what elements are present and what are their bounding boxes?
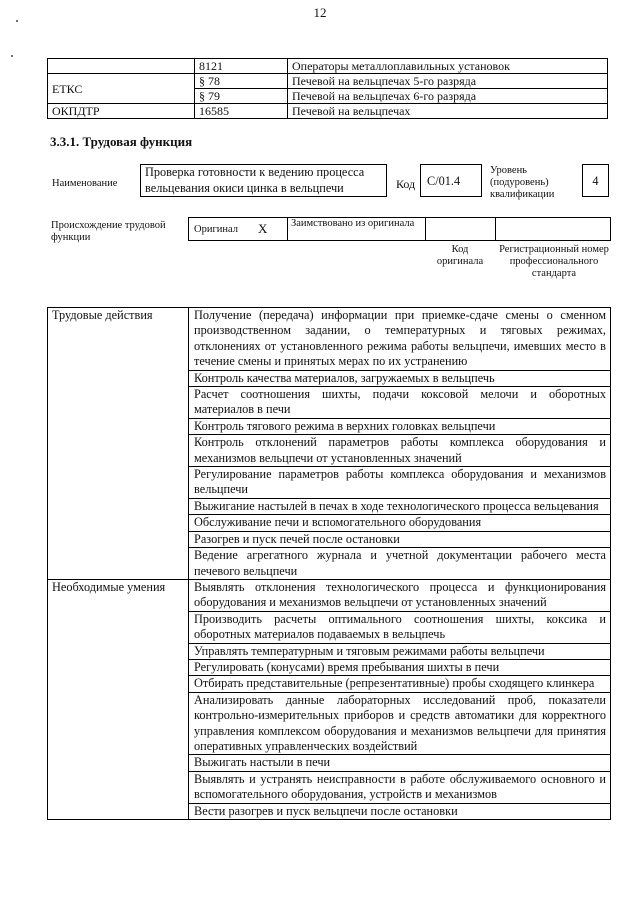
table-row xyxy=(48,74,608,89)
codes-code-cell: § 78 xyxy=(195,74,288,89)
original-mark: X xyxy=(258,221,268,236)
section-title: 3.3.1. Трудовая функция xyxy=(50,134,193,149)
codes-left-cell: ОКПДТР xyxy=(48,104,195,119)
labor-action-item: Расчет соотношения шихты, подачи коксовой мелочи и оборотных материалов в печи xyxy=(189,387,611,419)
table-row xyxy=(48,104,608,119)
page-number: 12 xyxy=(313,5,327,20)
skill-item: Вести разогрев и пуск вельцпечи после остановки xyxy=(189,803,611,819)
skill-item: Производить расчеты оптимального соотношения шихты, кокcика и оборотных материалов подаваемых в вельцпечь xyxy=(189,611,611,643)
labor-action-item: Контроль тягового режима в верхних головках вельцпечи xyxy=(189,418,611,434)
labor-action-item: Контроль качества материалов, загружаемых в вельцпечь xyxy=(189,370,611,386)
skill-item: Выявлять отклонения технологического процесса и функционирования оборудования и механизмов вельцпечи от установленных значений xyxy=(189,579,611,611)
skill-item: Выжигать настыли в печи xyxy=(189,755,611,771)
name-label: Наименование xyxy=(52,178,118,189)
scan-dot xyxy=(11,55,13,57)
level-value: 4 xyxy=(592,174,599,188)
codes-code-cell: 16585 xyxy=(195,104,288,119)
skill-item: Регулировать (конусами) время пребывания шихты в печи xyxy=(189,659,611,675)
skills-label: Необходимые умения xyxy=(48,579,189,819)
level-box xyxy=(582,164,609,197)
codes-name-cell: Печевой на вельцпечах xyxy=(288,104,608,119)
level-label: Уровень (подуровень) квалификации xyxy=(490,165,555,200)
skill-item: Отбирать представительные (репрезентативные) пробы сходящего клинкера xyxy=(189,676,611,692)
labor-action-item: Регулирование параметров работы комплекса оборудования и механизмов вельцпечи xyxy=(189,467,611,499)
scan-dot xyxy=(16,20,18,22)
reg-caption: Регистрационный номер профессионального стандарта xyxy=(499,244,609,279)
codes-name-cell: Печевой на вельцпечах 6-го разряда xyxy=(288,89,608,104)
codes-name-cell: Печевой на вельцпечах 5-го разряда xyxy=(288,74,608,89)
codes-name-cell: Операторы металлоплавильных установок xyxy=(288,59,608,74)
origin-label: Происхождение трудовой функции xyxy=(51,220,166,243)
codes-left-cell: ЕТКС xyxy=(48,74,195,104)
function-code-box xyxy=(420,164,482,197)
table-row xyxy=(48,308,611,371)
labor-action-item: Выжигание настылей в печах в ходе технологического процесса вельцевания xyxy=(189,498,611,514)
function-table xyxy=(47,307,611,820)
table-row xyxy=(48,59,608,74)
codes-code-cell: § 79 xyxy=(195,89,288,104)
table-row xyxy=(48,579,611,611)
function-code-value: C/01.4 xyxy=(427,174,461,188)
labor-action-item: Разогрев и пуск печей после остановки xyxy=(189,531,611,547)
function-name-box xyxy=(140,164,387,197)
skill-item: Управлять температурным и тяговым режимами работы вельцпечи xyxy=(189,643,611,659)
codes-left-cell xyxy=(48,59,195,74)
function-name-value: Проверка готовности к ведению процесса вельцевания окиси цинка в вельцпечи xyxy=(145,165,365,195)
labor-action-item: Получение (передача) информации при приемке-сдаче смены о сменном производственном задании, о температурных и тяговых режимах, отклонениях от установленного режима работы вельцпечи, имевших место в течение смены и принятых мерах по их устранению xyxy=(189,308,611,371)
codes-code-cell: 8121 xyxy=(195,59,288,74)
labor-action-item: Обслуживание печи и вспомогательного оборудования xyxy=(189,515,611,531)
labor-action-item: Ведение агрегатного журнала и учетной документации рабочего места печевого вельцпечи xyxy=(189,548,611,580)
codes-table xyxy=(47,58,608,119)
code-caption: Код оригинала xyxy=(436,244,484,267)
skill-item: Выявлять и устранять неисправности в работе обслуживаемого основного и вспомогательного оборудования, устройств и механизмов xyxy=(189,771,611,803)
skill-item: Анализировать данные лабораторных исследований проб, показатели контрольно-измерительных приборов и средств автоматики для корректного управления комплексом оборудования и механизмов вельцпечи для принятия оперативных управленческих воздействий xyxy=(189,692,611,755)
borrowed-label: Заимствовано из оригинала xyxy=(291,218,415,229)
original-label: Оригинал xyxy=(194,224,238,235)
labor-actions-label: Трудовые действия xyxy=(48,308,189,580)
code-label: Код xyxy=(396,177,416,191)
labor-action-item: Контроль отклонений параметров работы комплекса оборудования и механизмов вельцпечи от установленных значений xyxy=(189,435,611,467)
